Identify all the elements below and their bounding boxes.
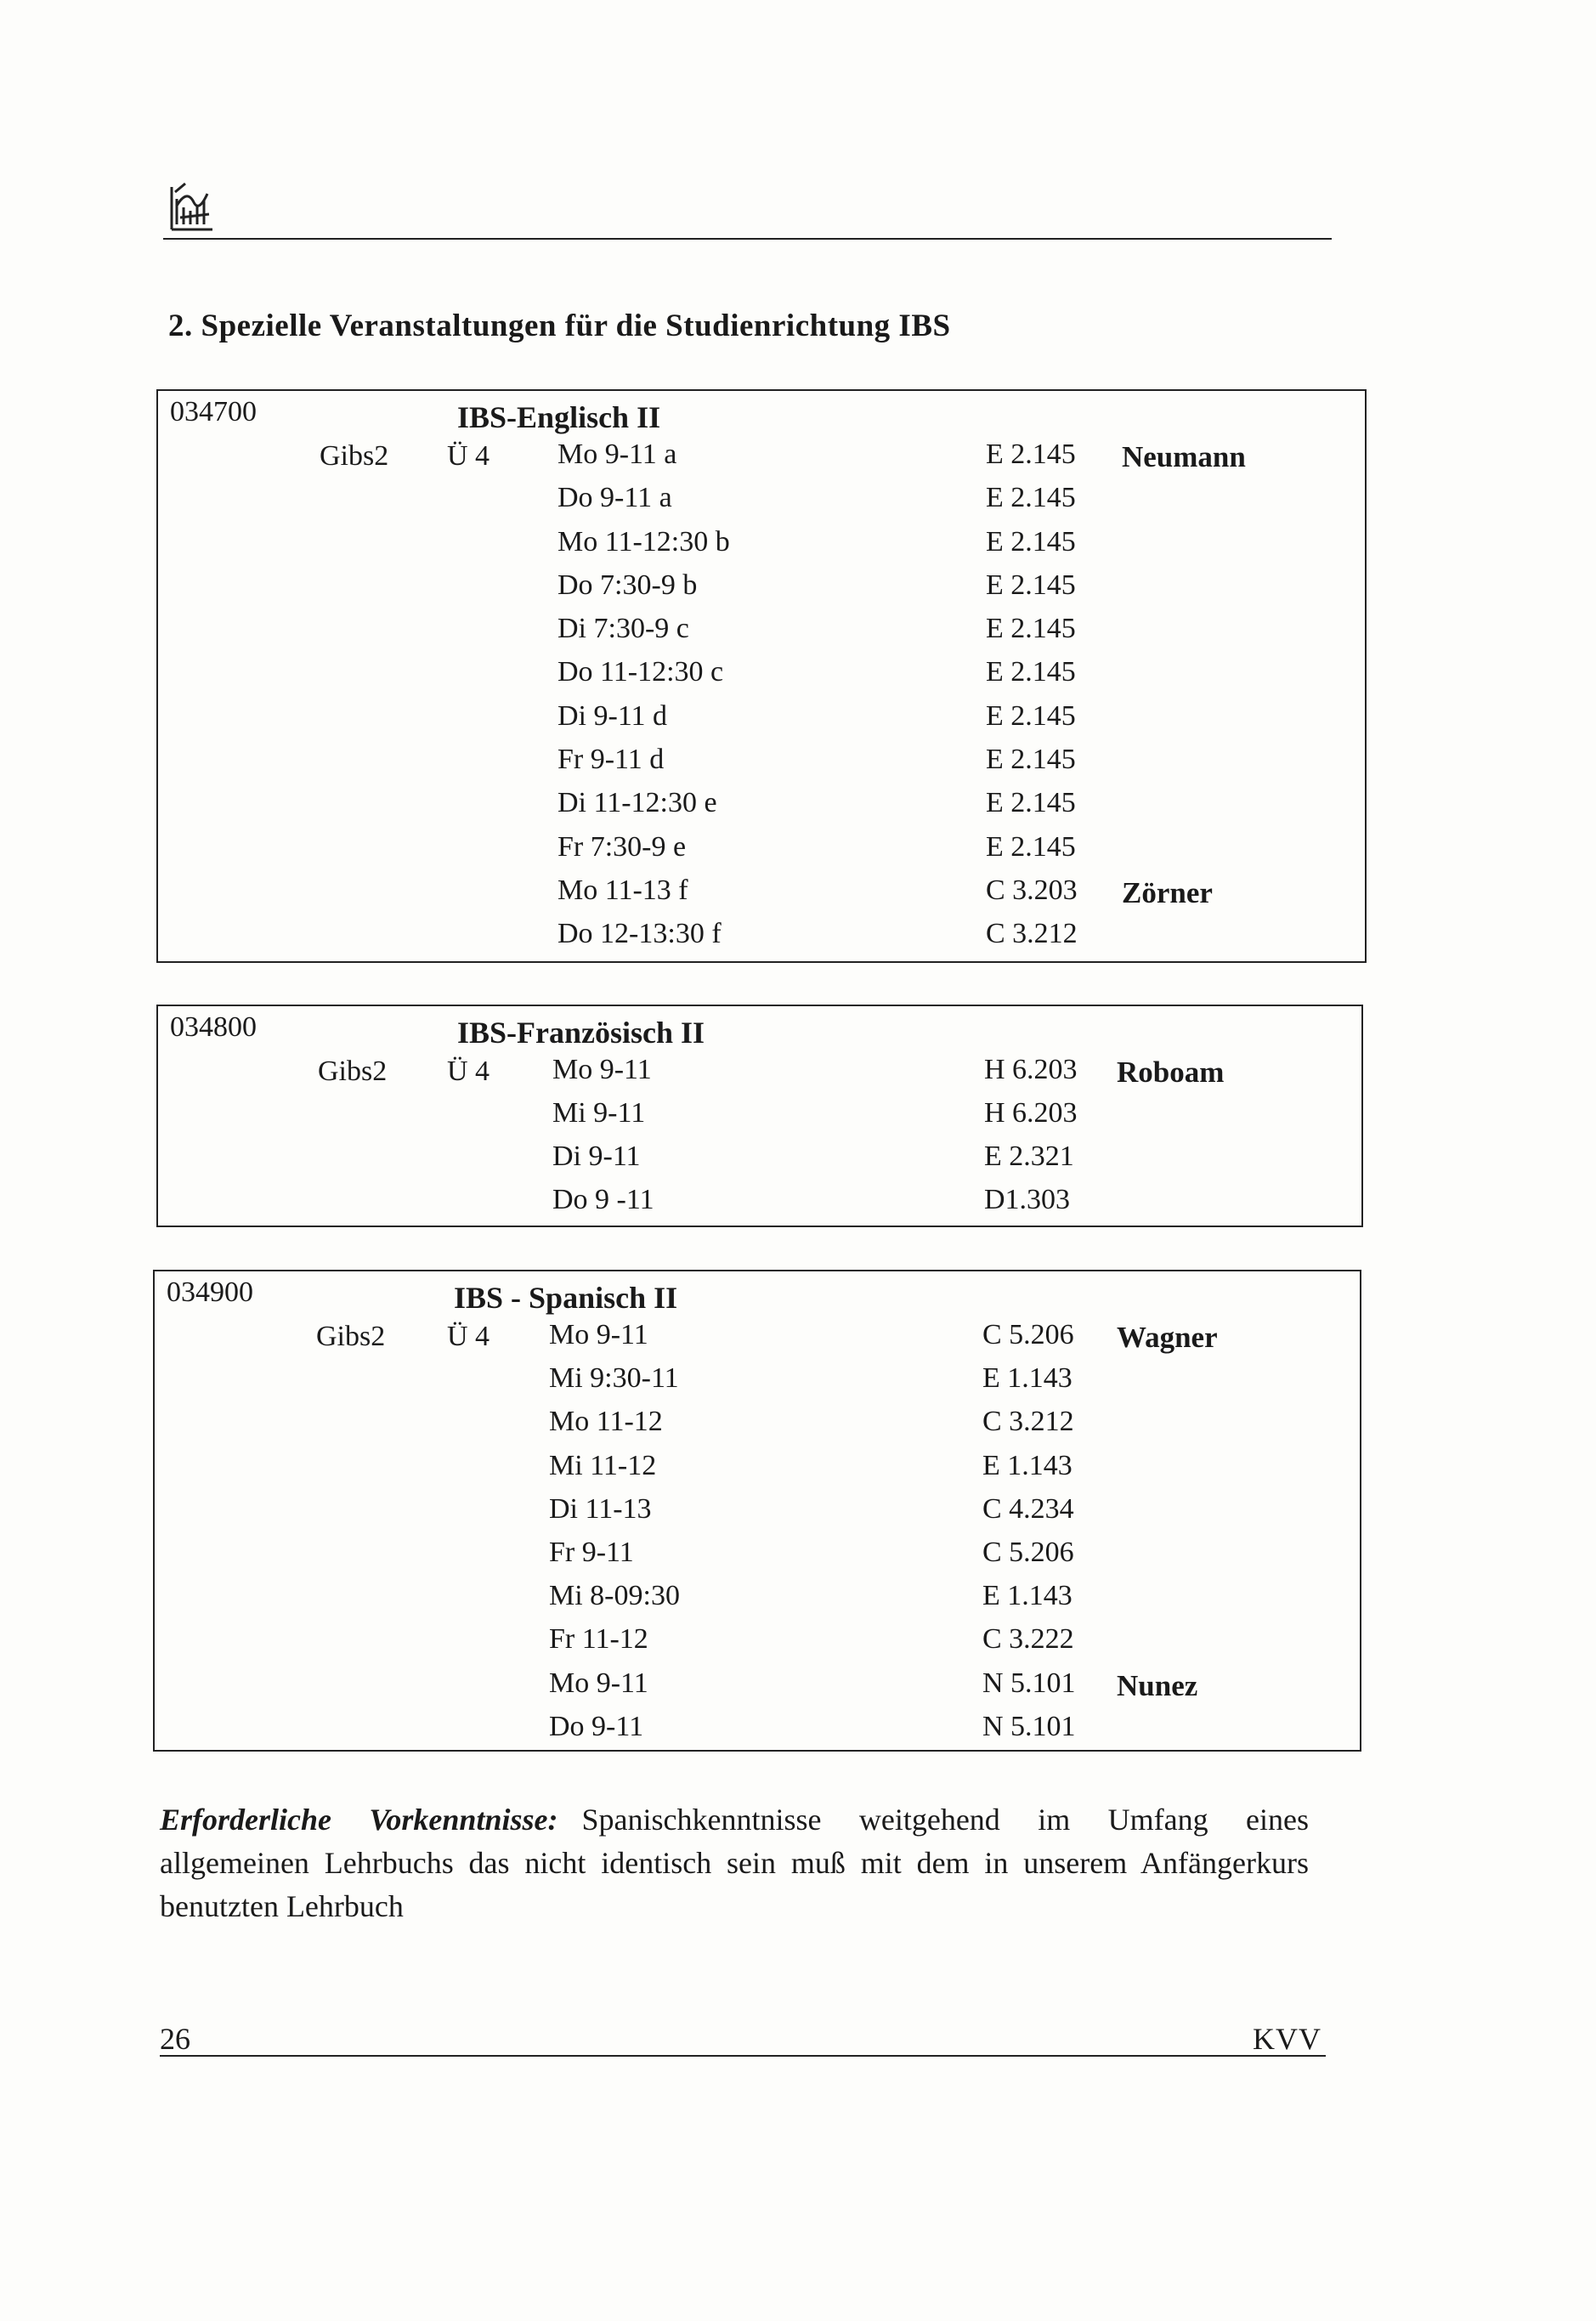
session-teacher: Neumann bbox=[1122, 440, 1246, 473]
course-title: IBS-Französisch II bbox=[457, 1016, 705, 1050]
session-room: C 3.203 bbox=[986, 874, 1078, 906]
session-room: N 5.101 bbox=[982, 1710, 1076, 1742]
header-rule bbox=[163, 238, 1332, 240]
session-room: E 1.143 bbox=[982, 1580, 1072, 1612]
session-room: E 2.145 bbox=[986, 525, 1076, 558]
session-room: H 6.203 bbox=[984, 1054, 1078, 1085]
prerequisites-note bbox=[160, 1798, 1309, 1928]
session-room: C 3.212 bbox=[982, 1406, 1074, 1438]
session-room: C 3.222 bbox=[982, 1623, 1074, 1656]
session-room: C 3.212 bbox=[986, 918, 1078, 950]
course-group: Gibs2 bbox=[320, 440, 389, 472]
session-time: Mo 9-11 bbox=[552, 1054, 652, 1085]
session-room: H 6.203 bbox=[984, 1097, 1078, 1129]
session-room: C 5.206 bbox=[982, 1536, 1074, 1568]
session-room: N 5.101 bbox=[982, 1667, 1076, 1699]
session-time: Fr 9-11 d bbox=[557, 744, 665, 776]
session-room: D1.303 bbox=[984, 1184, 1071, 1215]
session-time: Di 11-13 bbox=[549, 1492, 652, 1525]
session-teacher: Zörner bbox=[1122, 875, 1213, 909]
session-room: E 2.145 bbox=[986, 439, 1076, 470]
page-number: 26 bbox=[160, 2022, 190, 2056]
session-time: Mi 11-12 bbox=[549, 1449, 657, 1481]
session-time: Di 9-11 bbox=[552, 1141, 641, 1172]
session-time: Do 11-12:30 c bbox=[557, 656, 724, 688]
session-time: Do 9 -11 bbox=[552, 1184, 654, 1215]
session-time: Di 7:30-9 c bbox=[557, 613, 689, 645]
session-teacher: Roboam bbox=[1117, 1056, 1225, 1089]
section-title: 2. Spezielle Veranstaltungen für die Studienrichtung IBS bbox=[168, 309, 951, 343]
session-room: C 4.234 bbox=[982, 1492, 1074, 1525]
session-time: Mo 9-11 bbox=[549, 1667, 648, 1699]
session-room: E 2.321 bbox=[984, 1141, 1074, 1172]
session-teacher: Nunez bbox=[1117, 1668, 1198, 1702]
session-room: C 5.206 bbox=[982, 1319, 1074, 1350]
session-time: Do 9-11 bbox=[549, 1710, 644, 1742]
session-room: E 2.145 bbox=[986, 787, 1076, 819]
session-room: E 2.145 bbox=[986, 744, 1076, 776]
footer-rule bbox=[160, 2055, 1326, 2057]
session-room: E 2.145 bbox=[986, 613, 1076, 645]
course-box-franzoesisch bbox=[156, 1005, 1363, 1227]
course-box-englisch bbox=[156, 389, 1367, 963]
course-code: 034900 bbox=[167, 1277, 253, 1308]
session-time: Mo 11-12:30 b bbox=[557, 525, 730, 558]
session-time: Mi 9:30-11 bbox=[549, 1362, 679, 1395]
university-logo-icon bbox=[168, 180, 216, 231]
session-room: E 1.143 bbox=[982, 1449, 1072, 1481]
course-type: Ü 4 bbox=[447, 440, 490, 472]
session-teacher: Wagner bbox=[1117, 1321, 1218, 1354]
session-room: E 2.145 bbox=[986, 482, 1076, 514]
session-time: Do 12-13:30 f bbox=[557, 918, 722, 950]
prerequisites-text: Spanischkenntnisse weitgehend im Umfang eines allgemeinen Lehrbuchs das nicht identisch sein muß mit dem in unserem Anfängerkurs benutzten Lehrbuch bbox=[160, 1803, 1309, 1923]
course-code: 034700 bbox=[170, 396, 257, 427]
session-time: Fr 9-11 bbox=[549, 1536, 634, 1568]
course-title: IBS-Englisch II bbox=[457, 400, 661, 434]
session-time: Mo 9-11 bbox=[549, 1319, 648, 1350]
session-time: Mi 9-11 bbox=[552, 1097, 646, 1129]
course-title: IBS - Spanisch II bbox=[454, 1281, 678, 1315]
prerequisites-label: Erforderliche Vorkenntnisse: bbox=[160, 1803, 558, 1837]
session-time: Do 7:30-9 b bbox=[557, 569, 698, 601]
session-room: E 2.145 bbox=[986, 830, 1076, 863]
session-time: Mo 11-12 bbox=[549, 1406, 663, 1438]
session-time: Do 9-11 a bbox=[557, 482, 672, 514]
course-type: Ü 4 bbox=[447, 1056, 490, 1087]
session-time: Di 11-12:30 e bbox=[557, 787, 717, 819]
session-time: Fr 11-12 bbox=[549, 1623, 648, 1656]
session-room: E 2.145 bbox=[986, 699, 1076, 732]
session-time: Mo 11-13 f bbox=[557, 874, 688, 906]
session-room: E 2.145 bbox=[986, 569, 1076, 601]
session-time: Mo 9-11 a bbox=[557, 439, 677, 470]
course-code: 034800 bbox=[170, 1011, 257, 1043]
session-time: Di 9-11 d bbox=[557, 699, 668, 732]
course-group: Gibs2 bbox=[318, 1056, 388, 1087]
footer-mark: KVV bbox=[1253, 2022, 1322, 2056]
course-type: Ü 4 bbox=[447, 1321, 490, 1352]
session-room: E 1.143 bbox=[982, 1362, 1072, 1395]
course-box-spanisch bbox=[153, 1270, 1361, 1752]
course-group: Gibs2 bbox=[316, 1321, 386, 1352]
session-time: Fr 7:30-9 e bbox=[557, 830, 687, 863]
session-time: Mi 8-09:30 bbox=[549, 1580, 680, 1612]
session-room: E 2.145 bbox=[986, 656, 1076, 688]
